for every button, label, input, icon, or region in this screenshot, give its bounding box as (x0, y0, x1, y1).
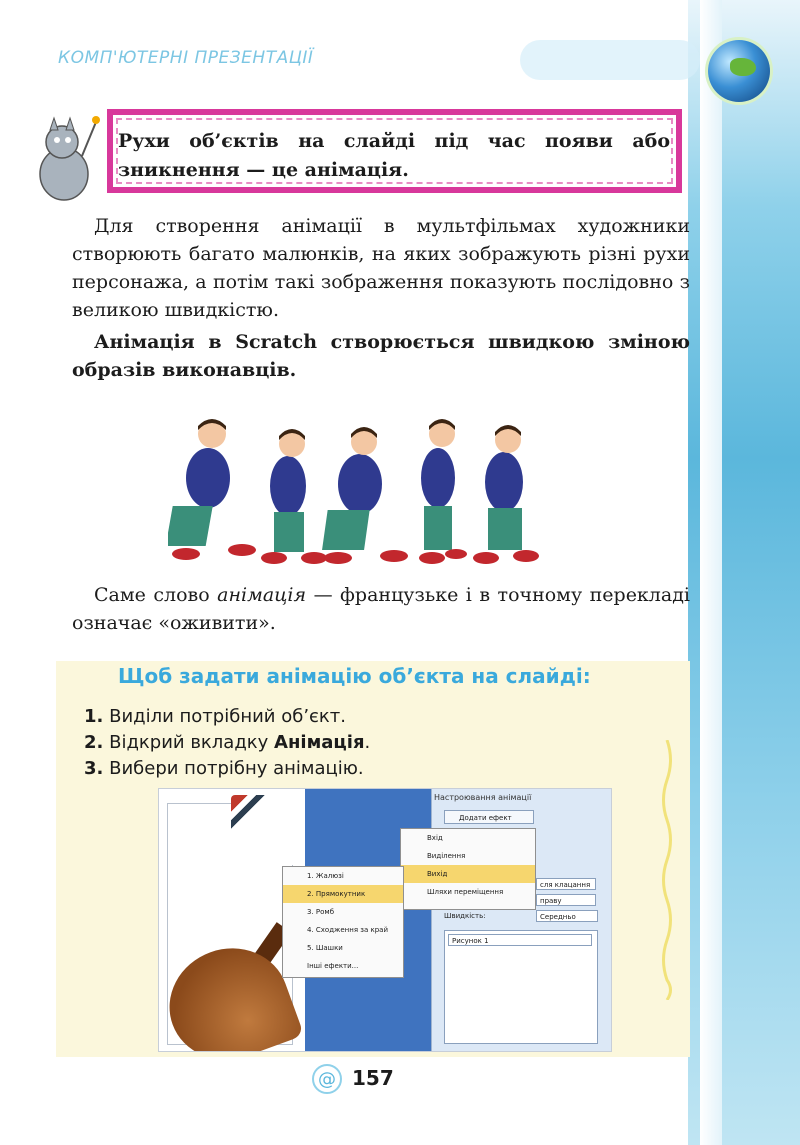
step-1 (84, 704, 370, 730)
menu-item-motion-paths[interactable]: Шляхи переміщення (427, 888, 504, 896)
effect-category-menu (400, 828, 536, 910)
steps-list (84, 704, 370, 782)
mascot-cat-icon (24, 112, 104, 204)
step-text: Вибери потрібну анімацію. (109, 758, 364, 779)
definition-text (118, 127, 670, 185)
step-3 (84, 756, 370, 782)
walk-frame-2 (261, 429, 327, 564)
speed-label: Швидкість: (444, 912, 486, 920)
page-number: 157 (352, 1066, 394, 1090)
menu-item-entrance[interactable]: Вхід (427, 834, 443, 842)
at-sign-icon: @ (312, 1064, 342, 1094)
menu-item-exit[interactable]: Вихід (401, 865, 535, 883)
exit-effects-menu (282, 866, 404, 978)
paragraph-scratch: Анімація в Scratch створюється швидкою зміною образів виконавців. (72, 331, 690, 381)
start-field[interactable]: сля клацання (536, 878, 596, 890)
add-effect-button[interactable]: Додати ефект (444, 810, 534, 824)
definition-text-before: Рухи об’єктів на слайді під час появи або зникнення — це (118, 130, 670, 181)
rail-inner-stripe (700, 0, 722, 1145)
word-origin-after: — французьке і в точному перекладі означає «оживити». (72, 584, 690, 634)
squiggle-decoration (660, 740, 674, 1000)
menu-item-diamond[interactable]: 3. Ромб (307, 908, 335, 916)
paragraph-word-origin (72, 581, 690, 637)
speed-field[interactable]: Середньо (536, 910, 598, 922)
walk-frame-5 (473, 425, 539, 564)
cloud-decoration (520, 40, 700, 80)
paragraph-animation-cartoons: Для створення анімації в мультфільмах художники створюють багато малюнків, на яких зображують різні рухи персонажа, а потім такі зображення показують послідовно з великою швидкістю. (72, 215, 690, 321)
menu-item-more-effects[interactable]: Інші ефекти... (307, 962, 359, 970)
animation-pane-title: Настроювання анімації (434, 793, 532, 802)
walk-frame-4 (419, 419, 467, 564)
menu-item-blinds[interactable]: 1. Жалюзі (307, 872, 344, 880)
section-title: Щоб задати анімацію об’єкта на слайді: (118, 664, 591, 688)
globe-land-shape (730, 58, 756, 76)
step-number: 2. (84, 732, 104, 753)
step-2 (84, 730, 370, 756)
direction-field[interactable]: праву (536, 894, 596, 906)
step-text: Виділи потрібний об’єкт. (109, 706, 347, 727)
word-origin-before: Саме слово (94, 584, 218, 606)
animation-list-item[interactable]: Рисунок 1 (448, 934, 592, 946)
step-number: 1. (84, 706, 104, 727)
menu-item-emphasis[interactable]: Виділення (427, 852, 466, 860)
step-number: 3. (84, 758, 104, 779)
walk-frame-1 (168, 419, 256, 560)
menu-item-checkerboard[interactable]: 5. Шашки (307, 944, 343, 952)
step-text-after: . (364, 732, 371, 753)
word-origin-term: анімація (217, 584, 307, 606)
step-bold-term: Анімація (274, 732, 365, 753)
animation-list (444, 930, 598, 1044)
embroidery-ornament (231, 795, 301, 865)
definition-text-after: . (402, 159, 409, 181)
walk-frame-3 (322, 427, 408, 564)
step-text: Відкрий вкладку (109, 732, 275, 753)
running-header: КОМП'ЮТЕРНІ ПРЕЗЕНТАЦІЇ (58, 48, 314, 68)
menu-item-box[interactable]: 2. Прямокутник (283, 885, 403, 903)
walking-boy-animation-frames (168, 408, 542, 576)
definition-term: анімація (304, 159, 403, 181)
menu-item-crawl-out[interactable]: 4. Сходження за край (307, 926, 389, 934)
